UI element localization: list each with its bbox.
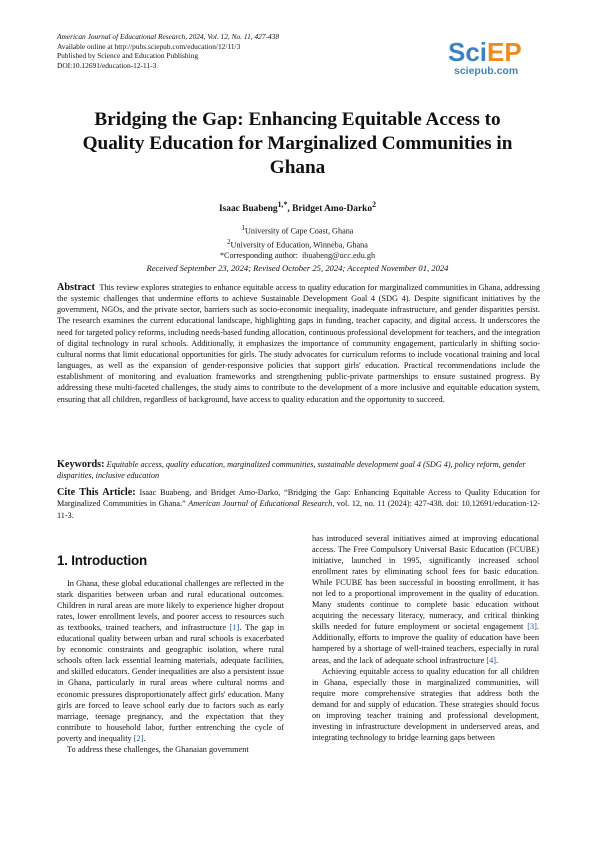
paragraph-1: In Ghana, these global educational challenges are reflected in the stark disparities between urban and rural educational outcomes. Children in rural areas are more likely to experience higher dropout rates, lower enrollment levels, and poorer access to resources such as textbooks, trained teachers, and infrastructure [1]. The gap in educational quality between urban and rural schools is exacerbated by economic constraints and geographic isolation, where rural schools often lack essential learning materials, adequate facilities, and skilled educators. Gender inequalities are also a persistent issue in Ghana, particularly in rural areas where cultural norms and economic pressures disproportionately affect girls' education. Many girls are forced to leave school early due to factors such as early marriage, teenage pregnancy, and the expectation that they contribute to household labor, further entrenching the cycle of poverty and inequality [2].: [57, 579, 285, 743]
submission-dates: Received September 23, 2024; Revised October 25, 2024; Accepted November 01, 2024: [146, 263, 449, 273]
citation-ref-2[interactable]: [2]: [133, 733, 144, 743]
cite-label: Cite This Article:: [57, 487, 136, 498]
author-list: Isaac Buabeng$^{1,*}$, Bridget Amo-Darko$^2$: [219, 200, 376, 215]
column-right: [312, 533, 539, 743]
abstract: [57, 282, 540, 405]
corresponding-author: *Corresponding author: ibuabeng@ucc.edu.gh: [219, 251, 376, 261]
section-heading-introduction: 1. Introduction: [57, 553, 147, 568]
author-2-affil: 2: [372, 200, 376, 209]
citation-ref-4[interactable]: [4]: [486, 655, 497, 665]
journal-citation: American Journal of Educational Research, 2024, Vol. 12, No. 11, 427-438: [57, 32, 280, 41]
paragraph-2-start: To address these challenges, the Ghanaian government: [67, 744, 249, 754]
citation-ref-1[interactable]: [1]: [229, 623, 240, 633]
citation-ref-3[interactable]: [3]: [527, 622, 537, 632]
online-url[interactable]: Available online at http://pubs.sciepub.com/education/12/11/3: [57, 41, 241, 51]
affiliation-1: $^1$University of Cape Coast, Ghana: [241, 225, 354, 236]
cite-this-article: Cite This Article: Isaac Buabeng, and Bridget Amo-Darko, “Bridging the Gap: Enhancing Equitable Access to Quality Education for Marginalized Communities in Ghana.” American Journal of Educational Research, vol. 12, no. 11 (2024): 427-438. doi: 10.12691/education-12-11-3.: [57, 487, 541, 520]
author-1: Isaac Buabeng: [219, 204, 278, 215]
doi-line: DOI:10.12691/education-12-11-3: [57, 60, 157, 70]
author-email[interactable]: ibuabeng@ucc.edu.gh: [302, 251, 376, 261]
abstract-label: Abstract: [57, 282, 95, 293]
sciep-logo: [448, 37, 540, 77]
author-1-affil: 1,*: [277, 200, 288, 209]
author-2: Bridget Amo-Darko: [292, 204, 373, 215]
paper-title: Bridging the Gap: Enhancing Equitable Access to Quality Education for Marginalized Communities in Ghana: [82, 109, 513, 178]
publisher-line: Published by Science and Education Publishing: [57, 51, 199, 61]
keywords-text: Equitable access, quality education, marginalized communities, sustainable development goal 4 (SDG 4), policy reform, gender disparities, inclusive education: [57, 460, 526, 480]
sciep-logo-wordmark: SciEP: [448, 37, 522, 67]
paragraph-3: Achieving equitable access to quality education for all children in Ghana, especially those in marginalized communities, will require more comprehensive strategies that address both the demand for and supply of education. These strategies should focus on improving teacher training and professional development, investing in infrastructure development in underserved areas, and integrating technology to bridge learning gaps between: [312, 666, 539, 742]
paragraph-2-cont: has introduced several initiatives aimed at improving educational access. The Free Compulsory Universal Basic Education (FCUBE) initiative, launched in 1995, significantly increased school enrollment rates by eliminating school fees for basic education. While FCUBE has been successful in boosting enrollment, it has not led to a proportional improvement in the quality of education. Many students continue to complete basic education without acquiring the necessary literacy, numeracy, and critical thinking skills needed for future employment or societal engagement [3]. Additionally, efforts to improve the quality of education have been hampered by a shortage of well-trained teachers, especially in rural areas, and the lack of adequate school infrastructure [4].: [312, 534, 539, 665]
cite-journal: American Journal of Educational Research: [188, 499, 333, 509]
keywords: [57, 459, 540, 481]
keywords-label: Keywords:: [57, 459, 105, 470]
sciep-logo-domain: sciepub.com: [454, 65, 519, 77]
journal-header: [57, 32, 279, 70]
affiliations: [0, 223, 595, 261]
affiliation-2: $^2$University of Education, Winneba, Ghana: [227, 238, 368, 250]
abstract-text: This review explores strategies to enhance equitable access to quality education for marginalized communities in Ghana, addressing the systemic challenges that undermine efforts to achieve Sustainable Development Goal 4 (SDG 4). Despite significant initiatives by the government, NGOs, and the private sector, barriers such as socio-economic inequality, inadequate infrastructure, and gender disparities persist. The research examines the current educational landscape, highlighting gaps in funding, teacher capacity, and digital access. It underscores the need for targeted policy reforms, including needs-based funding allocation, continuous professional development for teachers, and the integration of digital technology in rural schools. Additionally, it emphasizes the importance of community engagement, particularly in shifting socio-cultural norms that limit educational opportunities for girls. The study advocates for curriculum reforms to include vocational training and local languages, as well as the expansion of gender-responsive policies that support girls' education. Practical recommendations include the establishment of monitoring and evaluation frameworks and strengthening public-private partnerships to ensure sustained progress. By addressing these multi-faceted challenges, the study aims to contribute to the development of a more inclusive and equitable education system, ensuring that all children, regardless of background, have access to quality education and the opportunity to succeed.: [57, 283, 540, 404]
column-left: [57, 550, 284, 755]
